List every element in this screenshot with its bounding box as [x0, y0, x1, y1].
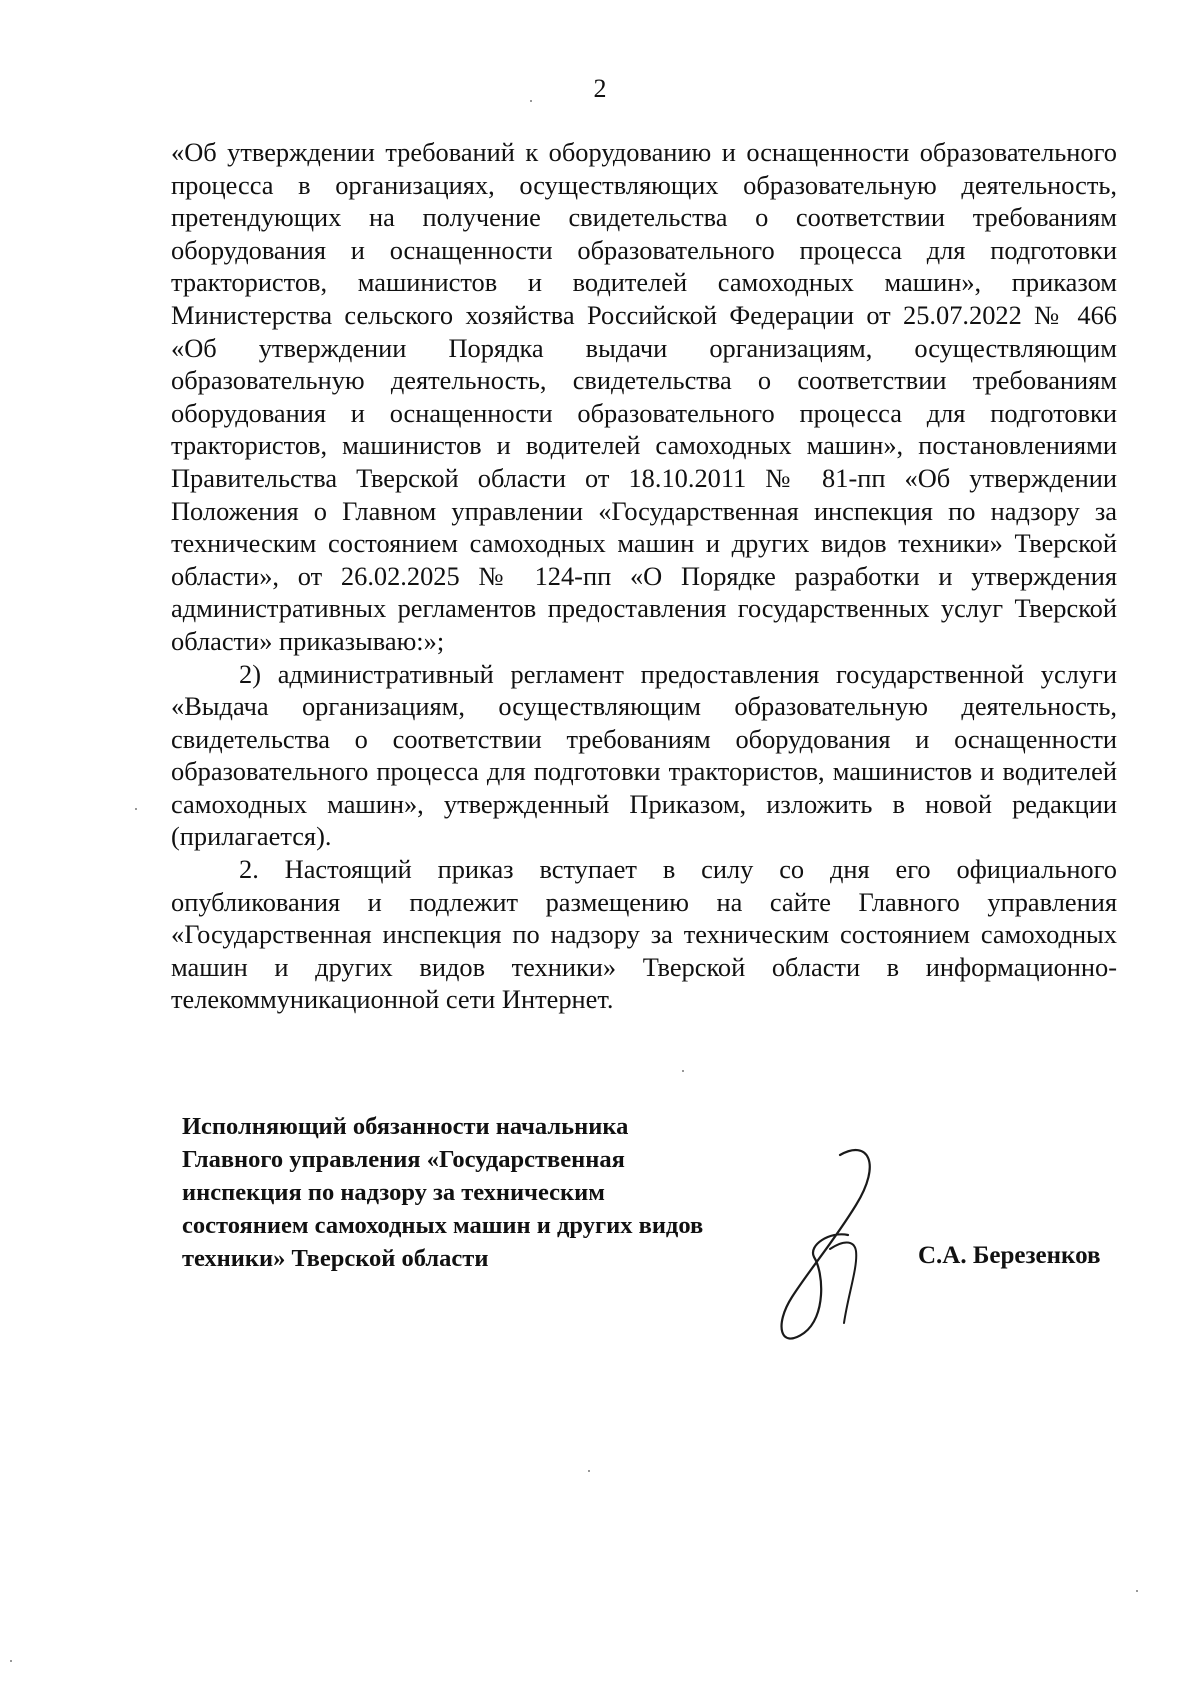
- scan-speck: [10, 1660, 12, 1662]
- scan-speck: [588, 1470, 590, 1472]
- scan-speck: [530, 100, 532, 102]
- paragraph-item-2: 2) административный регламент предоставления государственной услуги «Выдача организациям, осуществляющим образовательную деятельность, свидетельства о соответствии требованиям оборудования и оснащенности образовательного процесса для подготовки трактористов, машинистов и водителей самоходных машин», утвержденный Приказом, изложить в новой редакции (прилагается).: [171, 658, 1117, 852]
- handwritten-signature: [770, 1145, 920, 1345]
- paragraph-continuation: «Об утверждении требований к оборудованию и оснащенности образовательного процесса в организациях, осуществляющих образовательную деятельность, претендующих на получение свидетельства о соответствии требованиям оборудования и оснащенности образовательного процесса для подготовки трактористов, машинистов и водителей самоходных машин», приказом Министерства сельского хозяйства Российской Федерации от 25.07.2022 № 466 «Об утверждении Порядка выдачи организациям, осуществляющим образовательную деятельность, свидетельства о соответствии требованиям оборудования и оснащенности образовательного процесса для подготовки трактористов, машинистов и водителей самоходных машин», постановлениями Правительства Тверской области от 18.10.2011 № 81-пп «Об утверждении Положения о Главном управлении «Государственная инспекция по надзору за техническим состоянием самоходных машин и других видов техники» Тверской области», от 26.02.2025 № 124-пп «О Порядке разработки и утверждения административных регламентов предоставления государственных услуг Тверской области» приказываю:»;: [171, 137, 1117, 656]
- scan-speck: [135, 808, 137, 810]
- position-line: техники» Тверской области: [182, 1245, 489, 1272]
- page-number: 2: [593, 74, 607, 103]
- signatory-name: С.А. Березенков: [918, 1242, 1101, 1269]
- document-body: [171, 136, 1117, 1016]
- scan-speck: [682, 1070, 684, 1072]
- position-line: Исполняющий обязанности начальника: [182, 1113, 629, 1140]
- scan-speck: [1136, 1590, 1138, 1592]
- position-line: Главного управления «Государственная: [182, 1146, 625, 1173]
- paragraph-effective-date: 2. Настоящий приказ вступает в силу со дня его официального опубликования и подлежит размещению на сайте Главного управления «Государственная инспекция по надзору за техническим состоянием самоходных машин и других видов техники» Тверской области в информационно-телекоммуникационной сети Интернет.: [171, 854, 1117, 1015]
- position-line: инспекция по надзору за техническим: [182, 1179, 605, 1206]
- signatory-position: [182, 1110, 822, 1275]
- position-line: состоянием самоходных машин и других видов: [182, 1212, 704, 1239]
